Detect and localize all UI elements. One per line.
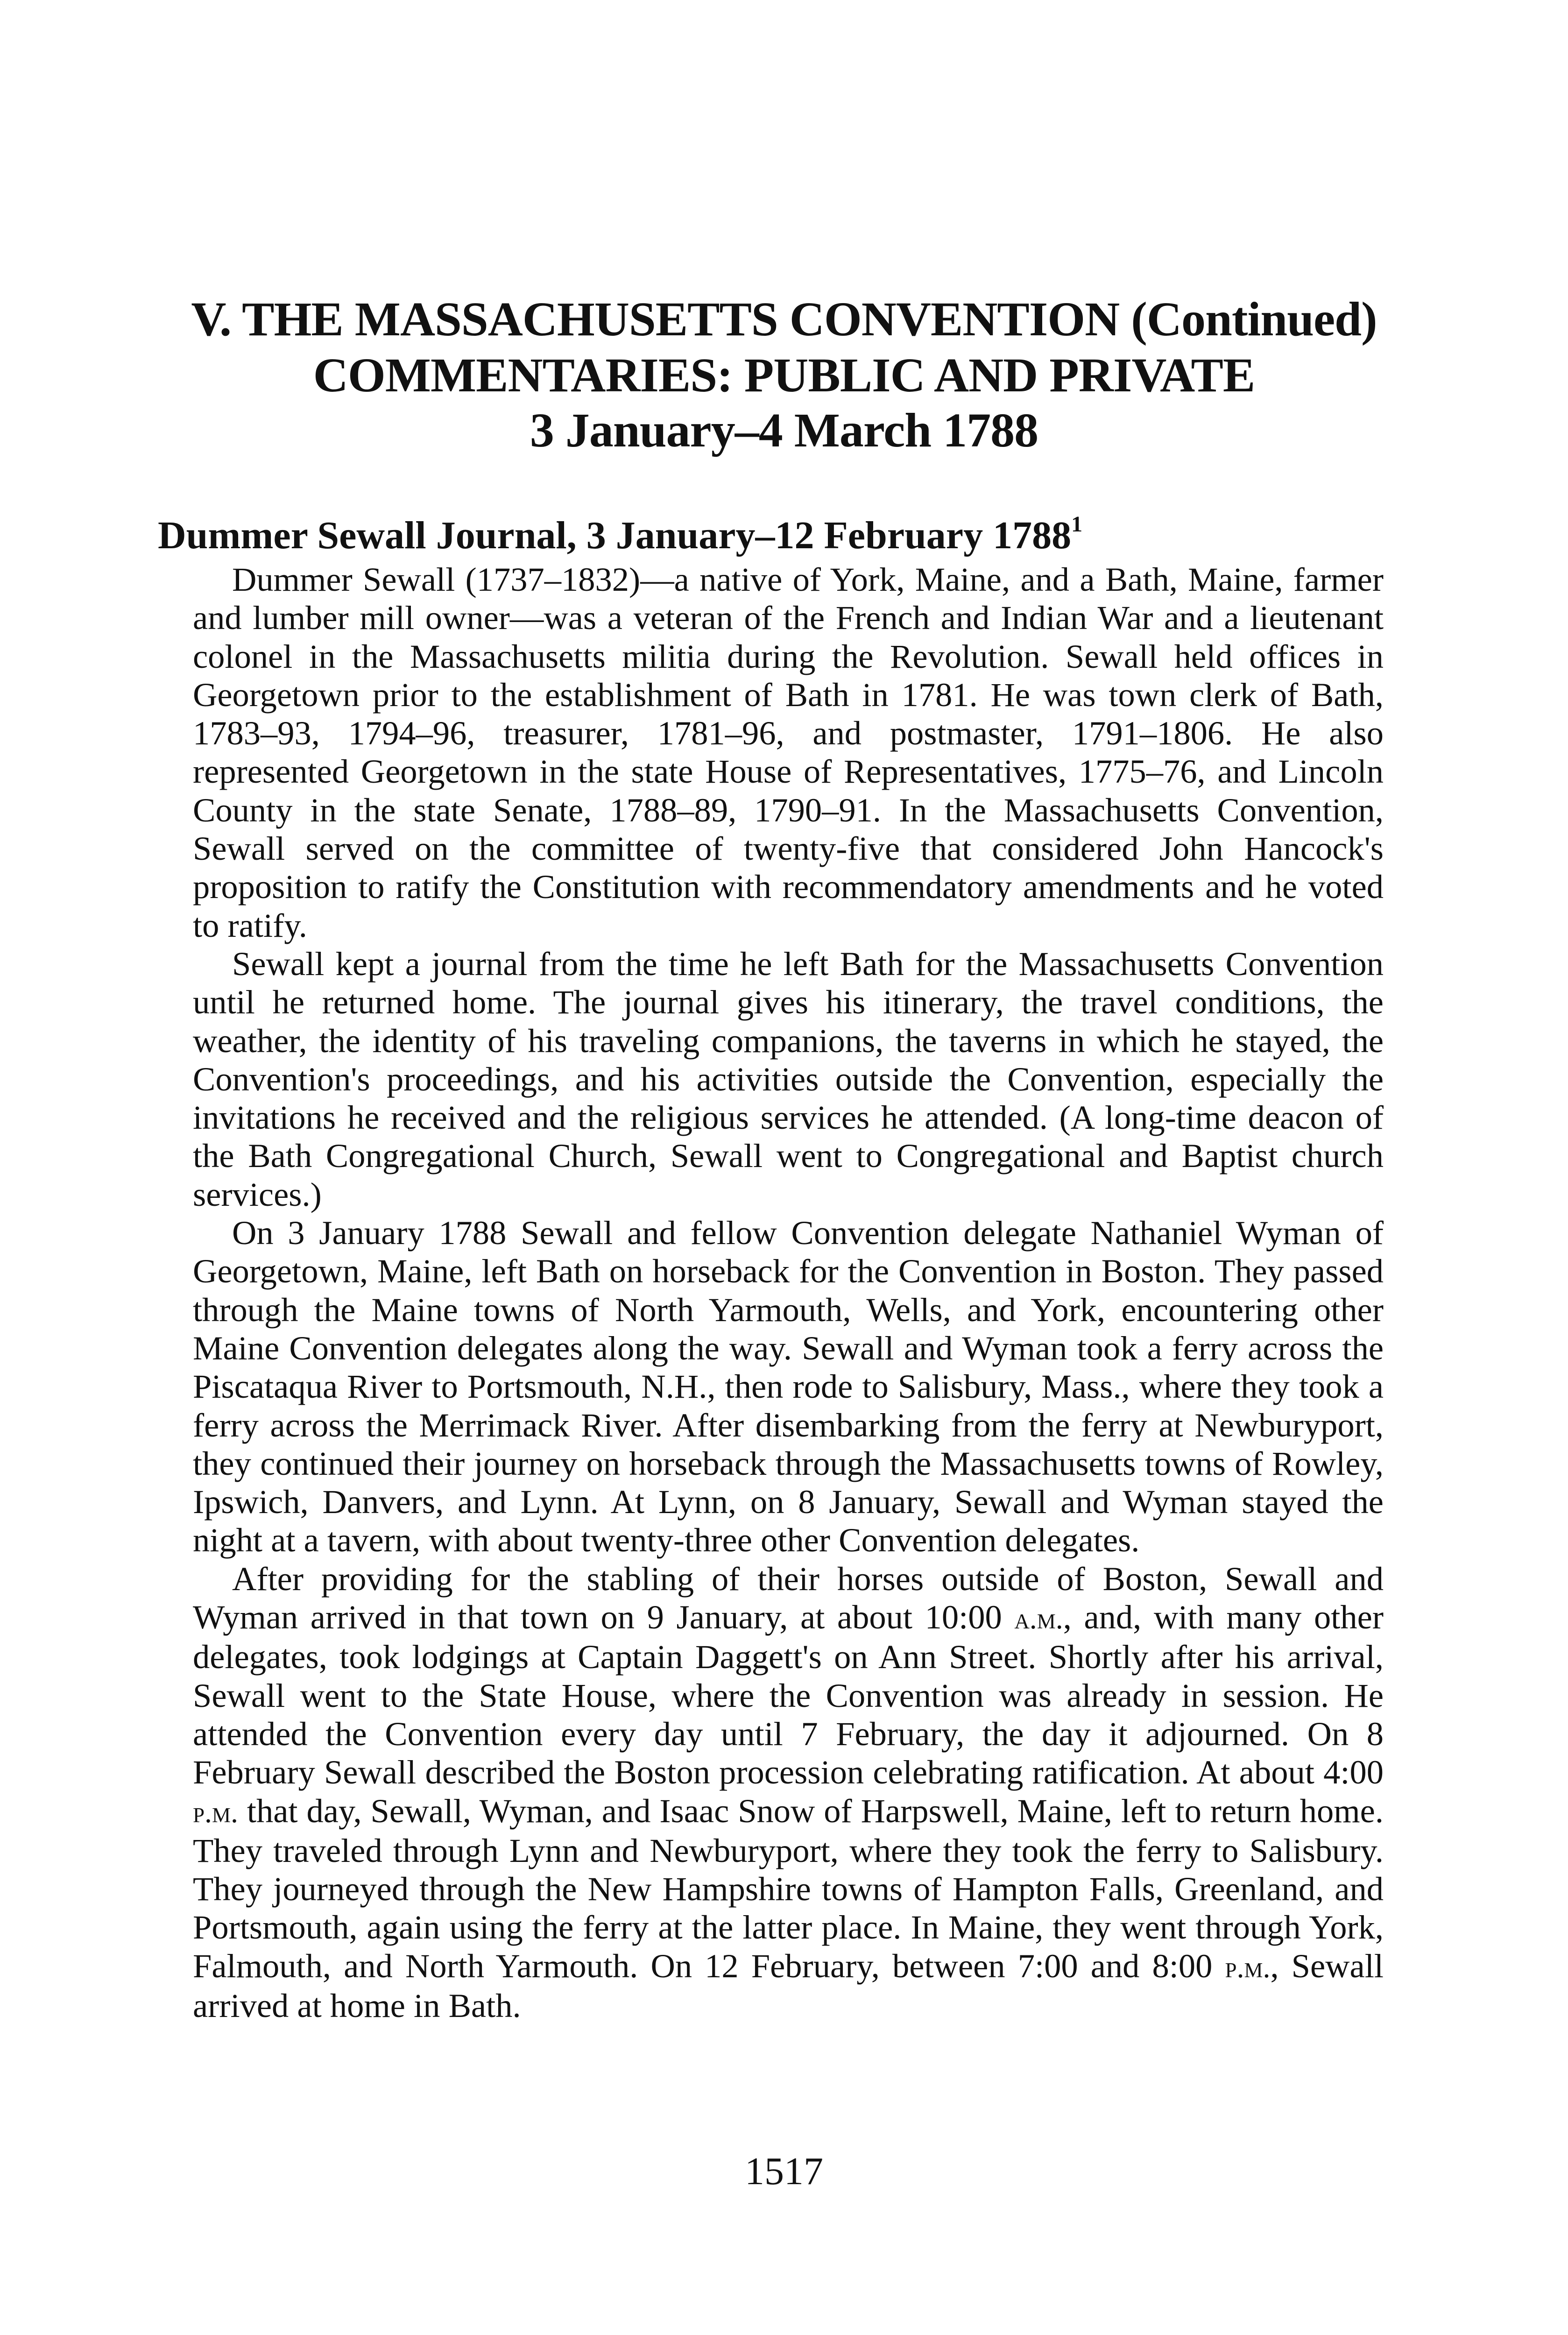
paragraph-4 (193, 1560, 1384, 2025)
date-range-title: 3 January–4 March 1788 (530, 403, 1038, 457)
paragraph-3: On 3 January 1788 Sewall and fellow Convention delegate Nathaniel Wyman of Georgetown, Maine, left Bath on horseback for the Convention in Boston. They passed through the Maine towns of North Yarmouth, Wells, and York, encountering other Maine Convention delegates along the way. Sewall and Wyman took a ferry across the Piscataqua River to Portsmouth, N.H., then rode to Salisbury, Mass., where they took a ferry across the Merrimack River. After disembarking from the ferry at Newburyport, they continued their journey on horseback through the Massachusetts towns of Rowley, Ipswich, Danvers, and Lynn. At Lynn, on 8 January, Sewall and Wyman stayed the night at a tavern, with about twenty-three other Convention delegates. (193, 1214, 1384, 1559)
part-subtitle: COMMENTARIES: PUBLIC AND PRIVATE (313, 348, 1255, 402)
time-pm-evening: p.m. (1225, 1950, 1271, 1984)
paragraph-1: Dummer Sewall (1737–1832)—a native of York, Maine, and a Bath, Maine, farmer and lumber mill owner—was a veteran of the French and Indian War and a lieutenant colonel in the Massachusetts militia during the Revolution. Sewall held offices in Georgetown prior to the establishment of Bath in 1781. He was town clerk of Bath, 1783–93, 1794–96, treasurer, 1781–96, and postmaster, 1791–1806. He also represented Georgetown in the state House of Representatives, 1775–76, and Lincoln County in the state Senate, 1788–89, 1790–91. In the Massachusetts Convention, Sewall served on the committee of twenty-five that considered John Hancock's proposition to ratify the Constitution with recommendatory amendments and he voted to ratify. (193, 560, 1384, 944)
footnote-marker[interactable]: 1 (1071, 512, 1083, 537)
section-title (158, 512, 1083, 557)
body-text (193, 560, 1384, 2025)
paragraph-4-part-a: After providing for the stabling of their horses outside of Boston, Sewall and Wyman arrived in that town on 9 January, at about 10:00 (193, 1559, 1384, 1636)
page-number: 1517 (745, 2150, 823, 2193)
time-pm: p.m. (193, 1795, 238, 1829)
paragraph-4-part-c: that day, Sewall, Wyman, and Isaac Snow of Harpswell, Maine, left to return home. They traveled through Lynn and Newburyport, where they took the ferry to Salisbury. They journeyed through the New Hampshire towns of Hampton Falls, Greenland, and Portsmouth, again using the ferry at the latter place. In Maine, they went through York, Falmouth, and North Yarmouth. On 12 February, between 7:00 and 8:00 (193, 1791, 1384, 1985)
section-title-text: Dummer Sewall Journal, 3 January–12 February 1788 (158, 514, 1072, 557)
paragraph-2: Sewall kept a journal from the time he left Bath for the Massachusetts Convention until he returned home. The journal gives his itinerary, the travel conditions, the weather, the identity of his traveling companions, the taverns in which he stayed, the Convention's proceedings, and his activities outside the Convention, especially the invitations he received and the religious services he attended. (A long-time deacon of the Bath Congregational Church, Sewall went to Congregational and Baptist church services.) (193, 944, 1384, 1213)
time-am: a.m. (1014, 1602, 1063, 1635)
paragraph-4-part-b: , and, with many other delegates, took lodgings at Captain Daggett's on Ann Street. Shortly after his arrival, Sewall went to the State House, where the Convention was already in session. He attended the Convention every day until 7 February, the day it adjourned. On 8 February Sewall described the Boston procession celebrating ratification. At about 4:00 (193, 1598, 1384, 1791)
part-title: V. THE MASSACHUSETTS CONVENTION (Continued) (191, 292, 1377, 346)
paragraph-4-part-d: , Sewall arrived at home in Bath. (193, 1946, 1384, 2024)
